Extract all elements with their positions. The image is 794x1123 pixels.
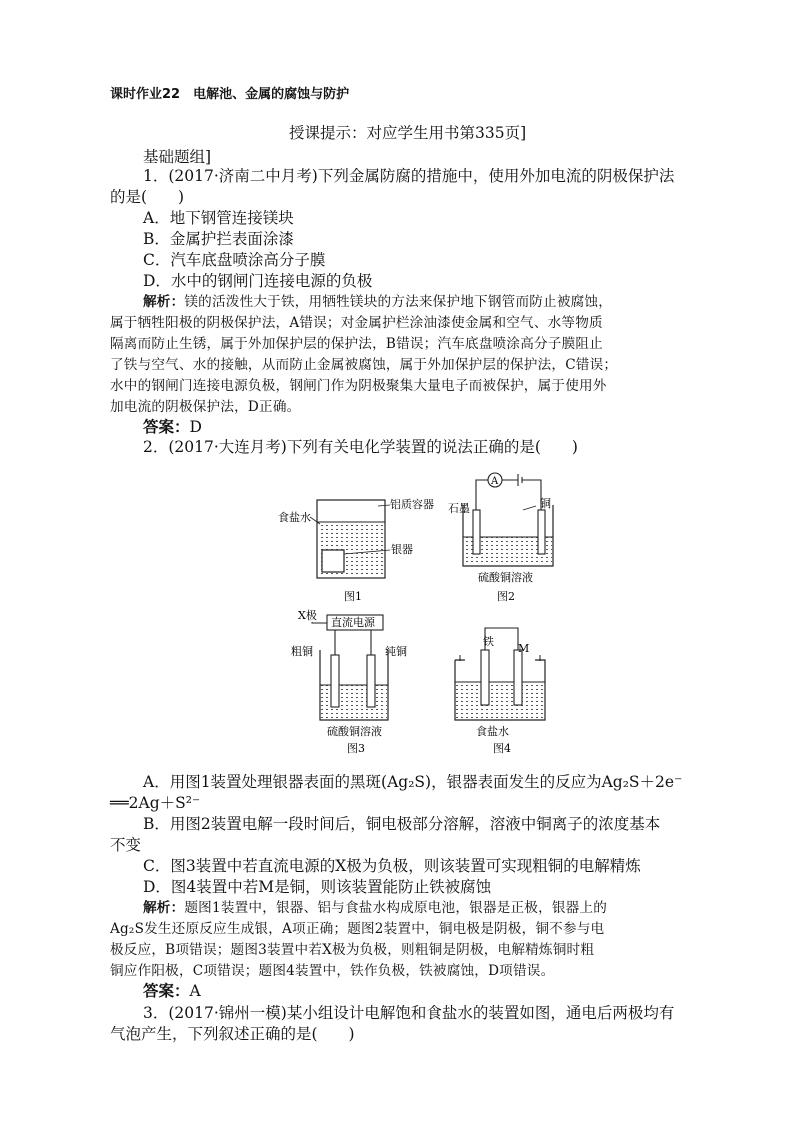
q1-analysis-line2: 属于牺牲阳极的阴极保护法，A错误；对金属护栏涂油漆使金属和空气、水等物质	[110, 315, 603, 331]
silverware-shape	[322, 550, 344, 572]
fig1-label-salt-water: 食盐水	[278, 511, 311, 524]
worksheet-title: 课时作业22 电解池、金属的腐蚀与防护	[110, 87, 350, 102]
figure-4-diagram	[455, 628, 545, 755]
fig1-label-al-container: 铝质容器	[390, 498, 434, 511]
q1-analysis-line1: 解析：镁的活泼性大于铁，用牺牲镁块的方法来保护地下钢管而防止被腐蚀，	[143, 294, 612, 310]
q1-analysis-label: 解析：	[143, 294, 185, 310]
q1-analysis-line5: 水中的钢闸门连接电源负极，钢闸门作为阴极聚集大量电子而被保护，属于使用外	[110, 378, 607, 394]
m-electrode	[514, 650, 522, 705]
q1-answer-label: 答案：	[143, 418, 190, 436]
fig2-label-copper: 铜	[540, 497, 551, 510]
pure-copper-electrode	[367, 655, 375, 707]
q2-option-d: D．图4装置中若M是铜，则该装置能防止铁被腐蚀	[143, 878, 492, 896]
q1-option-d: D．水中的钢闸门连接电源的负极	[143, 272, 373, 290]
graphite-electrode	[473, 510, 480, 554]
fig3-label-solution: 硫酸铜溶液	[327, 725, 382, 738]
group-heading: 基础题组]	[143, 148, 212, 166]
q1-analysis-line4: 了铁与空气、水的接触，从而防止金属被腐蚀，属于外加保护层的保护法，C错误；	[110, 357, 618, 373]
fig3-caption: 图3	[347, 742, 365, 755]
q1-option-b: B．金属护拦表面涂漆	[143, 230, 294, 248]
fig4-label-m: M	[518, 642, 530, 655]
q2-analysis-label: 解析：	[143, 900, 185, 916]
crude-copper-electrode	[331, 655, 339, 707]
fig4-caption: 图4	[493, 742, 511, 755]
q1-option-a: A．地下钢管连接镁块	[143, 209, 294, 227]
q2-stem: 2．(2017·大连月考)下列有关电化学装置的说法正确的是( )	[143, 438, 578, 456]
q2-option-c: C．图3装置中若直流电源的X极为负极，则该装置可实现粗铜的电解精炼	[143, 857, 641, 875]
fig4-label-iron: 铁	[483, 635, 494, 648]
iron-electrode	[481, 650, 489, 705]
q2-answer-label: 答案：	[143, 982, 190, 1000]
q1-stem-line2: 的是( )	[110, 188, 185, 206]
q2-analysis-line3: 极反应，B项错误；题图3装置中若X极为负极，则粗铜是阴极，电解精炼铜时粗	[110, 942, 595, 958]
textbook-hint: 授课提示：对应学生用书第335页]	[289, 124, 527, 142]
q1-answer: 答案：D	[143, 418, 202, 436]
fig2-caption: 图2	[497, 590, 515, 603]
fig2-label-graphite: 石墨	[448, 502, 470, 515]
fig3-label-crude-cu: 粗铜	[291, 645, 313, 658]
q3-stem-line1: 3．(2017·锦州一模)某小组设计电解饱和食盐水的装置如图，通电后两极均有	[143, 1004, 675, 1022]
copper-electrode	[538, 510, 545, 554]
q1-analysis-line3: 隔离而防止生锈，属于外加保护层的保护法，B错误；汽车底盘喷涂高分子膜阻止	[110, 336, 603, 352]
q2-option-a-line2: ══2Ag＋S²⁻	[110, 794, 201, 812]
q2-option-b-line1: B．用图2装置电解一段时间后，铜电极部分溶解，溶液中铜离子的浓度基本	[143, 815, 661, 833]
q2-option-b-line2: 不变	[110, 836, 142, 854]
q3-stem-line2: 气泡产生，下列叙述正确的是( )	[110, 1025, 355, 1043]
fig2-label-solution: 硫酸铜溶液	[478, 571, 533, 584]
q1-stem-line1: 1．(2017·济南二中月考)下列金属防腐的措施中，使用外加电流的阴极保护法	[143, 167, 675, 185]
fig1-caption: 图1	[344, 590, 362, 603]
q1-option-c: C．汽车底盘喷涂高分子膜	[143, 251, 326, 269]
q2-analysis-line4: 铜应作阳极，C项错误；题图4装置中，铁作负极，铁被腐蚀，D项错误。	[110, 963, 555, 979]
fig3-label-pure-cu: 纯铜	[385, 645, 407, 658]
fig3-label-x-pole: X极	[298, 609, 317, 622]
q1-analysis-line6: 加电流的阴极保护法，D正确。	[110, 399, 301, 415]
q2-analysis-line1: 解析：题图1装置中，银器、铝与食盐水构成原电池，银器是正极，银器上的	[143, 900, 608, 916]
figure-2-diagram	[448, 473, 553, 603]
fig2-ammeter-label: A	[491, 476, 499, 487]
q2-option-a-line1: A．用图1装置处理银器表面的黑斑(Ag₂S)，银器表面发生的反应为Ag₂S＋2e⁻	[143, 773, 683, 791]
fig1-label-silverware: 银器	[391, 543, 413, 556]
fig3-label-power: 直流电源	[331, 616, 375, 629]
fig4-label-solution: 食盐水	[476, 725, 509, 738]
q2-answer: 答案：A	[143, 982, 201, 1000]
figure-3-diagram	[291, 608, 407, 755]
figure-1-diagram	[278, 497, 434, 603]
q2-analysis-line2: Ag₂S发生还原反应生成银，A项正确；题图2装置中，铜电极是阴极，铜不参与电	[110, 921, 605, 937]
